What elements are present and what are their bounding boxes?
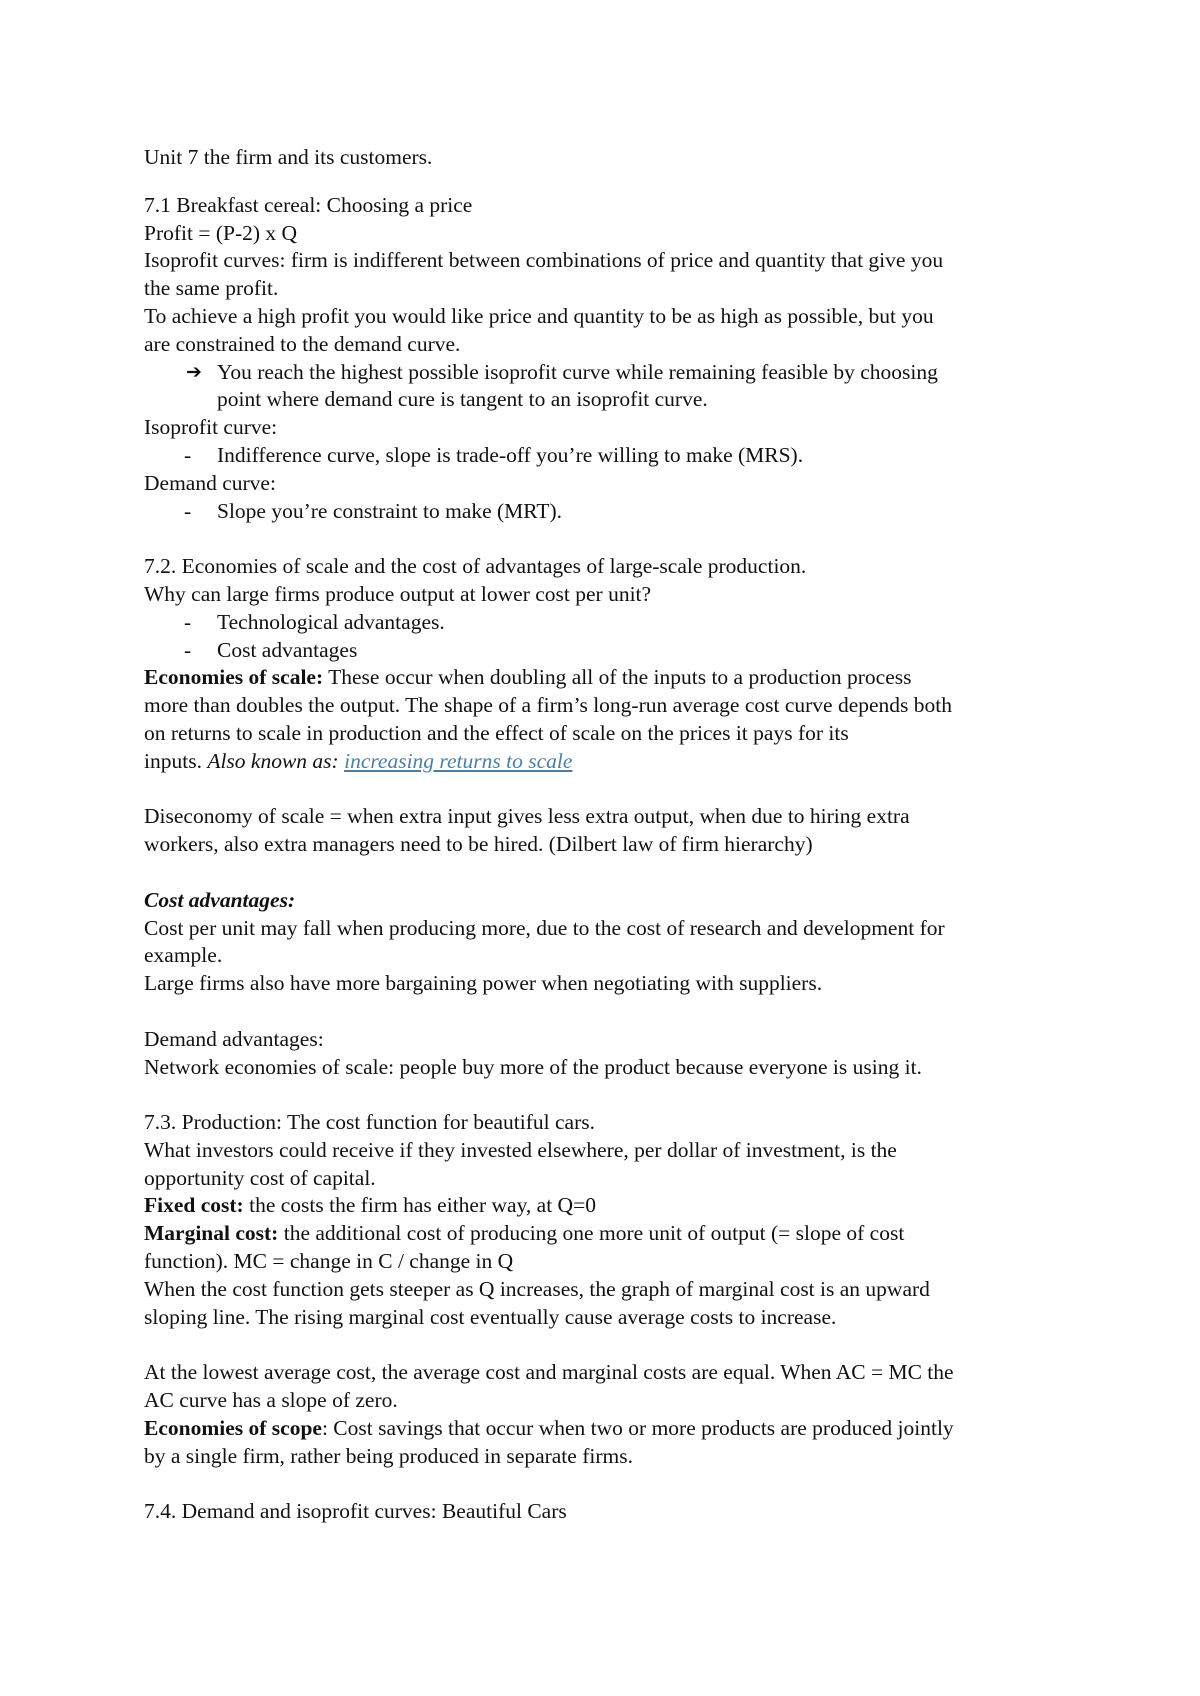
cost-advantages-line: example. [144, 943, 223, 968]
dash-bullet-icon: - [184, 637, 192, 662]
diseconomy-line: workers, also extra managers need to be hired. (Dilbert law of firm hierarchy) [144, 832, 813, 857]
economies-of-scale-term: Economies of scale: [144, 665, 324, 690]
dash-bullet-item [144, 609, 1080, 637]
dash-bullet-item [144, 637, 1080, 665]
economies-of-scope-definition [144, 1415, 1080, 1443]
definition-text: the costs the firm has either way, at Q=0 [243, 1193, 596, 1218]
demand-advantages-heading: Demand advantages: [144, 1026, 324, 1051]
opportunity-cost-line: What investors could receive if they invested elsewhere, per dollar of investment, is the [144, 1137, 897, 1162]
steepness-line: When the cost function gets steeper as Q increases, the graph of marginal cost is an upward [144, 1276, 930, 1301]
arrow-bullet-item [144, 359, 1080, 415]
document-title: Unit 7 the firm and its customers. [144, 145, 433, 169]
isoprofit-definition-line: the same profit. [144, 276, 279, 301]
arrow-bullet-text: You reach the highest possible isoprofit curve while remaining feasible by choosing [217, 359, 938, 384]
diseconomy-line: Diseconomy of scale = when extra input gives less extra output, when due to hiring extra [144, 804, 910, 829]
cost-advantages-line: Large firms also have more bargaining power when negotiating with suppliers. [144, 971, 823, 996]
dash-bullet-icon: - [184, 442, 192, 467]
section-heading-7-1: 7.1 Breakfast cereal: Choosing a price [144, 192, 473, 217]
demand-curve-label: Demand curve: [144, 470, 276, 495]
dash-bullet-item [144, 442, 1080, 470]
achieve-profit-line: To achieve a high profit you would like price and quantity to be as high as possible, but you [144, 303, 934, 328]
section-heading-7-3: 7.3. Production: The cost function for beautiful cars. [144, 1110, 595, 1135]
dash-bullet-icon: - [184, 609, 192, 634]
fixed-cost-term: Fixed cost: [144, 1193, 244, 1218]
lowest-average-cost-line: AC curve has a slope of zero. [144, 1388, 398, 1413]
arrow-bullet-text: point where demand cure is tangent to an isoprofit curve. [217, 387, 708, 412]
definition-text: the additional cost of producing one more unit of output (= slope of cost [278, 1221, 905, 1246]
definition-text: inputs. [144, 748, 208, 773]
network-economies-line: Network economies of scale: people buy more of the product because everyone is using it. [144, 1054, 922, 1079]
definition-text [144, 748, 1080, 776]
dash-bullet-text: Cost advantages [217, 637, 358, 662]
definition-text: more than doubles the output. The shape of a firm’s long-run average cost curve depends both [144, 693, 953, 718]
increasing-returns-link[interactable]: increasing returns to scale [344, 748, 573, 773]
profit-formula: Profit = (P-2) x Q [144, 220, 298, 245]
cost-advantages-heading [144, 887, 1080, 915]
isoprofit-curve-label: Isoprofit curve: [144, 415, 278, 440]
definition-text: on returns to scale in production and the effect of scale on the prices it pays for its [144, 720, 849, 745]
section-heading-7-2: 7.2. Economies of scale and the cost of advantages of large-scale production. [144, 554, 807, 579]
dash-bullet-item [144, 498, 1080, 526]
economies-of-scope-term: Economies of scope [144, 1415, 322, 1440]
dash-bullet-icon: - [184, 498, 192, 523]
definition-text: function). MC = change in C / change in Q [144, 1249, 514, 1274]
large-firms-question: Why can large firms produce output at lower cost per unit? [144, 581, 652, 606]
opportunity-cost-line: opportunity cost of capital. [144, 1165, 376, 1190]
isoprofit-definition-line: Isoprofit curves: firm is indifferent between combinations of price and quantity that give you [144, 248, 944, 273]
arrow-bullet-icon: ➔ [186, 360, 202, 383]
lowest-average-cost-line: At the lowest average cost, the average cost and marginal costs are equal. When AC = MC the [144, 1360, 954, 1385]
section-heading-7-4: 7.4. Demand and isoprofit curves: Beautiful Cars [144, 1499, 567, 1524]
cost-advantages-line: Cost per unit may fall when producing more, due to the cost of research and development for [144, 915, 945, 940]
definition-text: These occur when doubling all of the inputs to a production process [323, 665, 912, 690]
economies-of-scale-definition [144, 664, 1080, 692]
definition-text: : Cost savings that occur when two or more products are produced jointly [321, 1415, 954, 1440]
fixed-cost-definition [144, 1192, 1080, 1220]
dash-bullet-text: Indifference curve, slope is trade-off you’re willing to make (MRS). [217, 442, 804, 467]
marginal-cost-definition [144, 1220, 1080, 1248]
achieve-profit-line: are constrained to the demand curve. [144, 331, 461, 356]
steepness-line: sloping line. The rising marginal cost eventually cause average costs to increase. [144, 1304, 837, 1329]
also-known-as-label: Also known as: [207, 748, 345, 773]
marginal-cost-term: Marginal cost: [144, 1221, 279, 1246]
cost-advantages-title: Cost advantages: [144, 887, 296, 912]
dash-bullet-text: Slope you’re constraint to make (MRT). [217, 498, 563, 523]
definition-text: by a single firm, rather being produced in separate firms. [144, 1443, 633, 1468]
dash-bullet-text: Technological advantages. [217, 609, 445, 634]
